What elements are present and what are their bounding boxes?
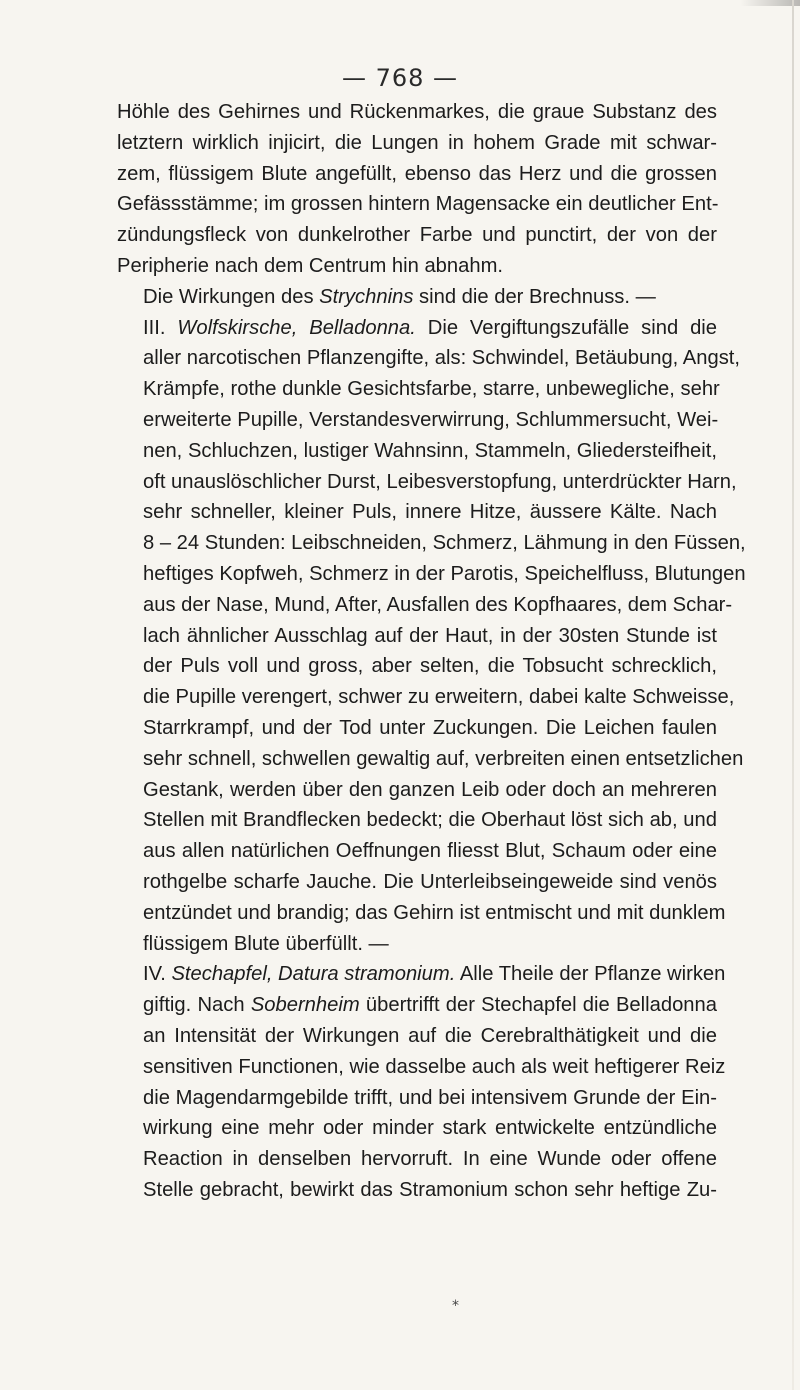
text-line: aus der Nase, Mund, After, Ausfallen des Kopfhaares, dem Schar- bbox=[143, 593, 733, 616]
section-title: Stechapfel, Datura stramonium. bbox=[171, 963, 456, 986]
text-line: lach ähnlicher Ausschlag auf der Haut, in der 30sten Stunde ist bbox=[143, 624, 717, 647]
text-line: Peripherie nach dem Centrum hin abnahm. bbox=[117, 254, 504, 277]
text-line: Krämpfe, rothe dunkle Gesichtsfarbe, starre, unbewegliche, sehr bbox=[143, 378, 720, 401]
text-line: heftiges Kopfweh, Schmerz in der Parotis, Speichelfluss, Blutungen bbox=[143, 562, 746, 585]
text-run: übertrifft der Stechapfel die Belladonna bbox=[359, 994, 717, 1017]
section-numeral: IV. bbox=[143, 963, 172, 986]
text-line: die Magendarmgebilde trifft, und bei intensivem Grunde der Ein- bbox=[143, 1086, 717, 1109]
text-line: die Pupille verengert, schwer zu erweitern, dabei kalte Schweisse, bbox=[143, 686, 735, 709]
text-line: oft unauslöschlicher Durst, Leibesverstopfung, unterdrückter Harn, bbox=[143, 470, 737, 493]
text-line: wirkung eine mehr oder minder stark entwickelte entzündliche bbox=[143, 1117, 717, 1140]
paragraph-2 bbox=[117, 282, 717, 313]
text-line: 8 – 24 Stunden: Leibschneiden, Schmerz, Lähmung in den Füssen, bbox=[143, 532, 746, 555]
text-line: Stellen mit Brandflecken bedeckt; die Oberhaut löst sich ab, und bbox=[143, 809, 717, 832]
page-edge-line bbox=[792, 0, 794, 1390]
text-line: flüssigem Blute überfüllt. — bbox=[143, 932, 389, 955]
paragraph-3 bbox=[117, 313, 746, 960]
text-line: nen, Schluchzen, lustiger Wahnsinn, Stammeln, Gliedersteifheit, bbox=[143, 439, 717, 462]
text-line bbox=[117, 959, 726, 990]
text-line: aller narcotischen Pflanzengifte, als: Schwindel, Betäubung, Angst, bbox=[143, 347, 741, 370]
body-text bbox=[117, 97, 746, 1206]
text-line: Gefässstämme; im grossen hintern Magensacke ein deutlicher Ent- bbox=[117, 193, 719, 216]
text-line: zem, flüssigem Blute angefüllt, ebenso das Herz und die grossen bbox=[117, 162, 717, 185]
page-number: — 768 — bbox=[341, 64, 459, 92]
section-title: Wolfskirsche, Belladonna. bbox=[177, 316, 416, 339]
text-run: giftig. Nach bbox=[143, 994, 251, 1017]
text-line: Starrkrampf, und der Tod unter Zuckungen. Die Leichen faulen bbox=[143, 716, 717, 739]
author-name: Sobernheim bbox=[250, 994, 360, 1017]
paragraph-4 bbox=[117, 959, 726, 1205]
text-line: Gestank, werden über den ganzen Leib oder doch an mehreren bbox=[143, 778, 717, 801]
text-run: Die Vergiftungszufälle sind die bbox=[415, 316, 718, 339]
page-edge-shadow bbox=[740, 0, 800, 6]
footer-mark: * bbox=[452, 1298, 459, 1314]
text-run: sind die der Brechnuss. — bbox=[413, 285, 656, 308]
text-line: erweiterte Pupille, Verstandesverwirrung, Schlummersucht, Wei- bbox=[143, 408, 719, 431]
section-numeral: III. bbox=[143, 316, 178, 339]
text-line: sensitiven Functionen, wie dasselbe auch als weit heftigerer Reiz bbox=[143, 1055, 726, 1078]
text-line bbox=[117, 282, 717, 313]
text-line bbox=[117, 990, 717, 1021]
text-line: an Intensität der Wirkungen auf die Cerebralthätigkeit und die bbox=[143, 1024, 717, 1047]
text-line: letztern wirklich injicirt, die Lungen in hohem Grade mit schwar- bbox=[117, 131, 717, 154]
italic-term: Strychnins bbox=[319, 285, 414, 308]
paragraph-1 bbox=[117, 97, 717, 282]
text-run: Alle Theile der Pflanze wirken bbox=[455, 963, 726, 986]
text-run: Die Wirkungen des bbox=[143, 285, 320, 308]
text-line: der Puls voll und gross, aber selten, die Tobsucht schrecklich, bbox=[143, 655, 717, 678]
text-line: entzündet und brandig; das Gehirn ist entmischt und mit dunklem bbox=[143, 901, 726, 924]
text-line bbox=[117, 313, 717, 344]
text-line: Reaction in denselben hervorruft. In eine Wunde oder offene bbox=[143, 1148, 717, 1171]
text-line: rothgelbe scharfe Jauche. Die Unterleibseingeweide sind venös bbox=[143, 870, 717, 893]
text-line: aus allen natürlichen Oeffnungen fliesst Blut, Schaum oder eine bbox=[143, 840, 717, 863]
text-line: sehr schnell, schwellen gewaltig auf, verbreiten einen entsetzlichen bbox=[143, 747, 744, 770]
text-line: Stelle gebracht, bewirkt das Stramonium schon sehr heftige Zu- bbox=[143, 1178, 717, 1201]
text-line: Höhle des Gehirnes und Rückenmarkes, die graue Substanz des bbox=[117, 101, 717, 123]
text-line: sehr schneller, kleiner Puls, innere Hitze, äussere Kälte. Nach bbox=[143, 501, 717, 524]
text-line: zündungsfleck von dunkelrother Farbe und punctirt, der von der bbox=[117, 224, 717, 247]
